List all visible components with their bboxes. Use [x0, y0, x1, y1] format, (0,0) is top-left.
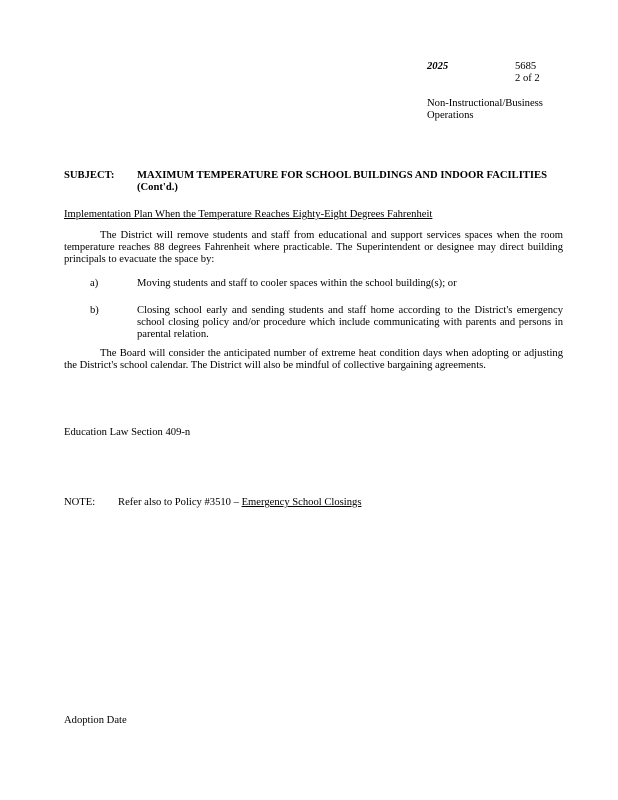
subject-label: SUBJECT:: [64, 170, 115, 181]
list-item-a-label: a): [90, 278, 99, 289]
section-heading: Implementation Plan When the Temperature Reaches Eighty-Eight Degrees Fahrenheit: [64, 209, 433, 220]
legal-reference: Education Law Section 409-n: [64, 427, 191, 438]
adoption-date-label: Adoption Date: [64, 715, 127, 726]
list-item-b-label: b): [90, 305, 99, 316]
policy-year: 2025: [427, 61, 449, 72]
note-label: NOTE:: [64, 497, 96, 508]
paragraph-1: [64, 230, 563, 267]
page-number: 2 of 2: [515, 73, 540, 84]
paragraph-2: [64, 348, 563, 372]
note-body: Refer also to Policy #3510 –: [118, 497, 242, 508]
policy-category: Non-Instructional/Business Operations: [427, 98, 543, 122]
subject-title: MAXIMUM TEMPERATURE FOR SCHOOL BUILDINGS AND INDOOR FACILITIES (Cont'd.): [137, 170, 547, 194]
note-text: [118, 497, 361, 509]
paragraph-1-text: The District will remove students and staff from educational and support services spaces when the room temperature reaches 88 degrees Fahrenheit where practicable. The Superintendent or designee may direct building principals to evacuate the space by:: [64, 230, 563, 266]
list-item-b-text: Closing school early and sending students and staff home according to the District's emergency school closing policy and/or procedure which include communicating with parents and persons in parental relation.: [137, 305, 563, 341]
policy-number: 5685: [515, 61, 537, 72]
list-item-a-text: Moving students and staff to cooler spaces within the school building(s); or: [137, 278, 457, 289]
policy-link[interactable]: Emergency School Closings: [241, 497, 362, 508]
paragraph-2-text: The Board will consider the anticipated number of extreme heat condition days when adopting or adjusting the District's school calendar. The District will also be mindful of collective bargaining agreements.: [64, 348, 563, 372]
